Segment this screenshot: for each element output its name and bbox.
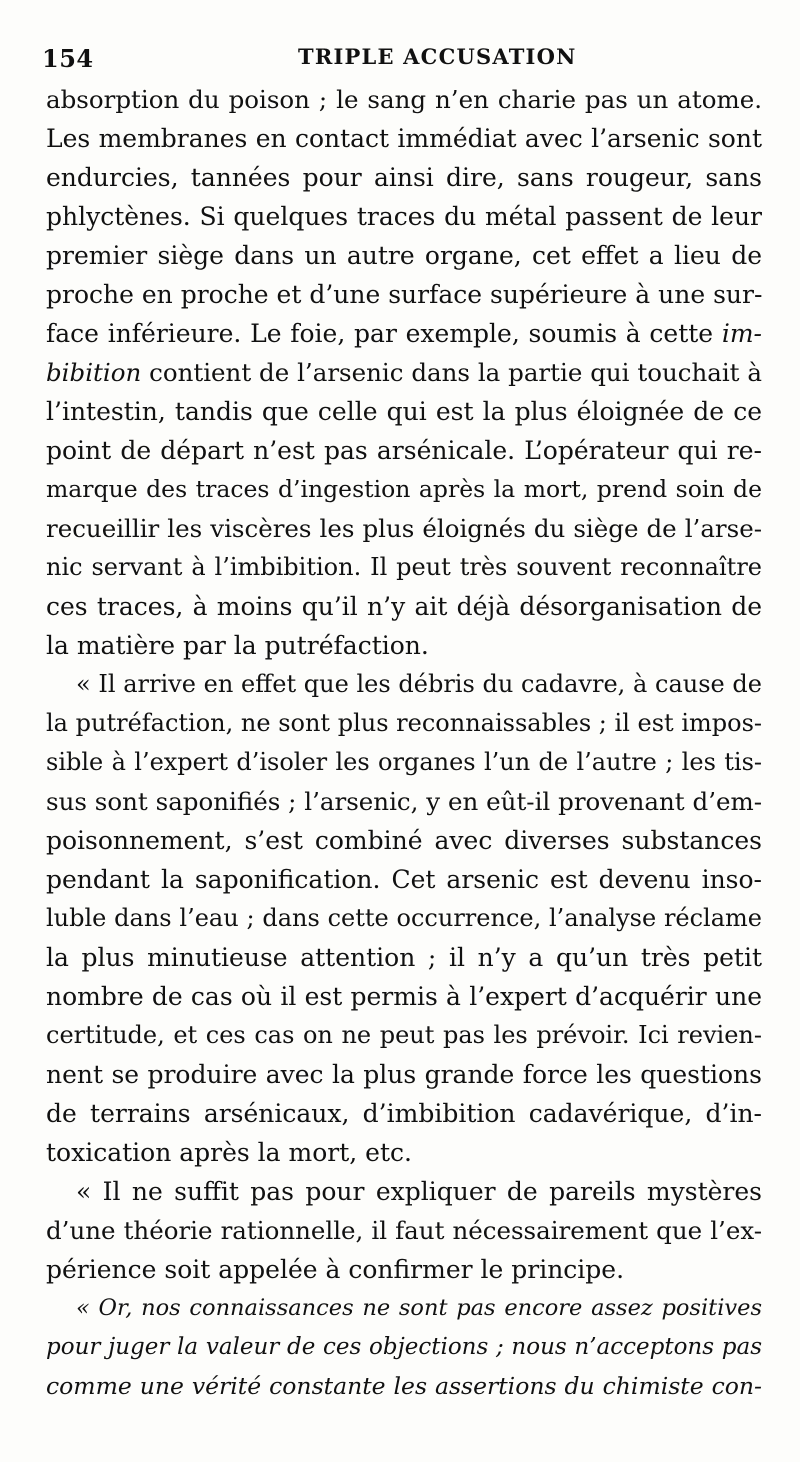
text-line: endurcies, tannées pour ainsi dire, sans rougeur, sans — [46, 163, 762, 192]
text-line: « Or, nos connaissances ne sont pas encore assez positives — [76, 1295, 762, 1321]
text-line: la matière par la putréfaction. — [46, 631, 429, 660]
text-line: nic servant à l’imbibition. Il peut très souvent reconnaître — [46, 553, 762, 581]
text-line: pendant la saponification. Cet arsenic est devenu inso- — [46, 865, 762, 894]
page-number: 154 — [42, 44, 94, 73]
text-line: certitude, et ces cas on ne peut pas les prévoir. Ici revien- — [46, 1021, 762, 1049]
text-line: toxication après la mort, etc. — [46, 1138, 412, 1167]
text-line: sible à l’expert d’isoler les organes l’un de l’autre ; les tis- — [46, 748, 762, 776]
italic-word: im- — [721, 319, 762, 348]
text-line: bibition contient de l’arsenic dans la partie qui touchait à — [46, 358, 762, 387]
text-line: « Il ne suffit pas pour expliquer de pareils mystères — [76, 1177, 762, 1206]
text-line: Les membranes en contact immédiat avec l’arsenic sont — [46, 124, 762, 153]
text-line: marque des traces d’ingestion après la mort, prend soin de — [46, 475, 762, 503]
text-line: pour juger la valeur de ces objections ; nous n’acceptons pas — [46, 1334, 762, 1360]
text-line: ces traces, à moins qu’il n’y ait déjà désorganisation de — [46, 592, 762, 621]
text-line: recueillir les viscères les plus éloignés du siège de l’arse- — [46, 514, 762, 543]
text-line: point de départ n’est pas arsénicale. L’opérateur qui re- — [46, 436, 762, 465]
text-line: poisonnement, s’est combiné avec diverses substances — [46, 826, 762, 855]
text-line: face inférieure. Le foie, par exemple, soumis à cette im- — [46, 319, 762, 348]
running-title: TRIPLE ACCUSATION — [298, 44, 577, 69]
text-line: nent se produire avec la plus grande force les questions — [46, 1060, 762, 1089]
text-line: sus sont saponifiés ; l’arsenic, y en eût-il provenant d’em- — [46, 787, 762, 816]
body-text — [46, 80, 762, 1406]
text-line: luble dans l’eau ; dans cette occurrence, l’analyse réclame — [46, 904, 762, 932]
text-line: nombre de cas où il est permis à l’expert d’acquérir une — [46, 982, 762, 1011]
text-line: comme une vérité constante les assertions du chimiste con- — [46, 1372, 762, 1400]
text-line: la plus minutieuse attention ; il n’y a qu’un très petit — [46, 943, 762, 972]
text-line: phlyctènes. Si quelques traces du métal passent de leur — [46, 202, 762, 231]
text-line: absorption du poison ; le sang n’en charie pas un atome. — [46, 85, 762, 114]
text-line: la putréfaction, ne sont plus reconnaissables ; il est impos- — [46, 709, 762, 737]
text-line: « Il arrive en effet que les débris du cadavre, à cause de — [76, 670, 762, 698]
page-header — [40, 38, 760, 78]
text-line: périence soit appelée à confirmer le principe. — [46, 1255, 625, 1284]
text-line: d’une théorie rationnelle, il faut nécessairement que l’ex- — [46, 1216, 762, 1245]
text-line: de terrains arsénicaux, d’imbibition cadavérique, d’in- — [46, 1099, 762, 1128]
text-line: l’intestin, tandis que celle qui est la plus éloignée de ce — [46, 397, 762, 426]
italic-word: bibition — [46, 358, 142, 387]
text-line: proche en proche et d’une surface supérieure à une sur- — [46, 280, 763, 309]
text-line: premier siège dans un autre organe, cet effet a lieu de — [46, 241, 762, 270]
